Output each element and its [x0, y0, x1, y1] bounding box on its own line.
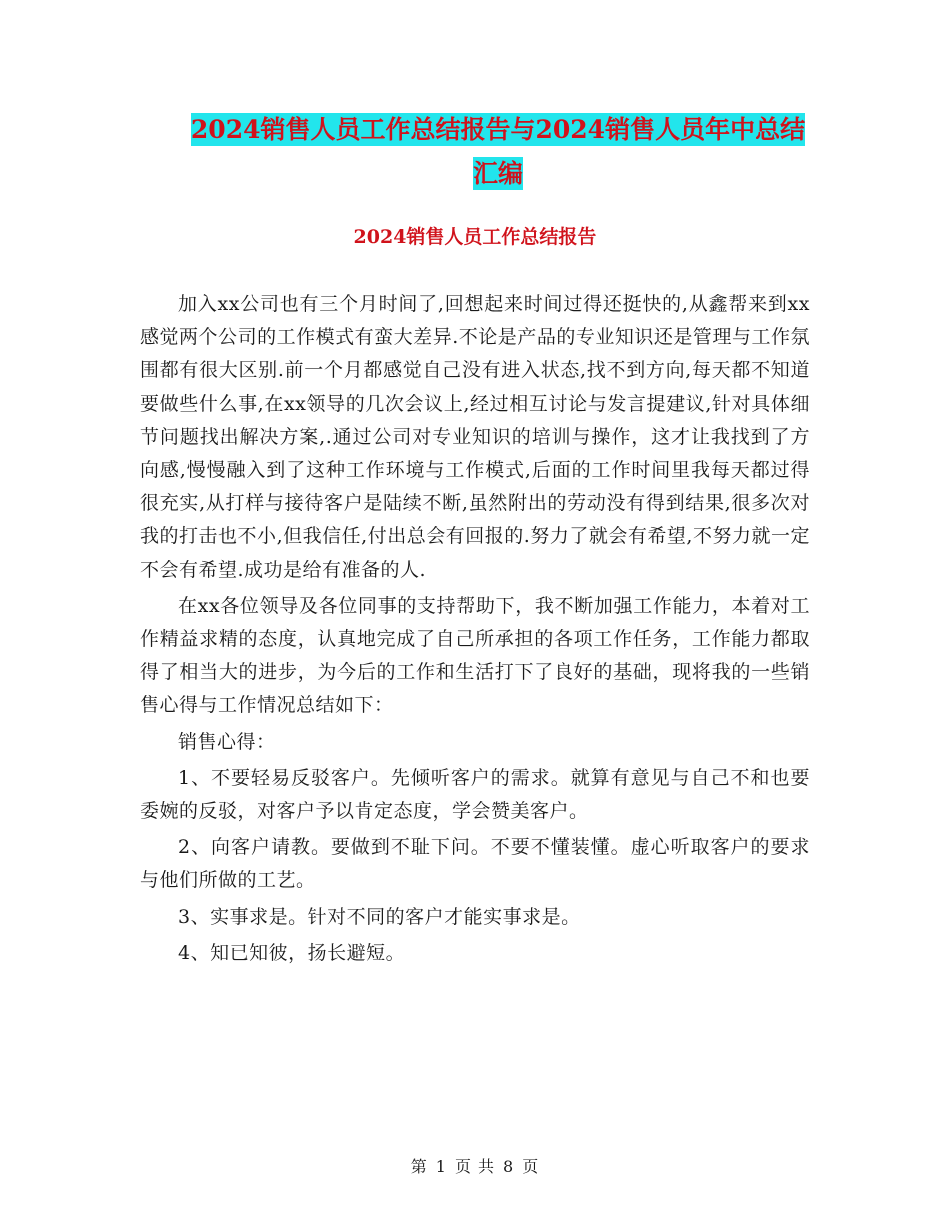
- paragraph-2: 在xx各位领导及各位同事的支持帮助下，我不断加强工作能力，本着对工作精益求精的态度，认真地完成了自己所承担的各项工作任务，工作能力都取得了相当大的进步，为今后的工作和生活打下了良好的基础，现将我的一些销售心得与工作情况总结如下：: [140, 594, 810, 717]
- footer-page-number: 1: [435, 1157, 447, 1176]
- paragraph-3: 销售心得：: [178, 730, 276, 753]
- document-title: [140, 108, 856, 196]
- page-footer: [0, 1154, 950, 1177]
- paragraph-5: 2、向客户请教。要做到不耻下问。不要不懂装懂。虚心听取客户的要求与他们所做的工艺。: [140, 836, 810, 892]
- document-body: [140, 288, 810, 973]
- paragraph-4: 1、不要轻易反驳客户。先倾听客户的需求。就算有意见与自己不和也要委婉的反驳，对客户予以肯定态度，学会赞美客户。: [140, 766, 810, 823]
- title-line-2: 汇编: [472, 159, 523, 188]
- footer-total-pages: 8: [503, 1157, 515, 1176]
- footer-suffix: 页: [522, 1157, 540, 1176]
- title-line-1: 2024销售人员工作总结报告与2024销售人员年中总结: [190, 115, 806, 144]
- paragraph-1: 加入xx公司也有三个月时间了,回想起来时间过得还挺快的,从鑫帮来到xx感觉两个公司的工作模式有蛮大差异.不论是产品的专业知识还是管理与工作氛围都有很大区别.前一个月都感觉自己没有进入状态,找不到方向,每天都不知道要做些什么事,在xx领导的几次会议上,经过相互讨论与发言提建议,针对具体细节问题找出解决方案,.通过公司对专业知识的培训与操作，这才让我找到了方向感,慢慢融入到了这种工作环境与工作模式,后面的工作时间里我每天都过得很充实,从打样与接待客户是陆续不断,虽然附出的劳动没有得到结果,很多次对我的打击也不小,但我信任,付出总会有回报的.努力了就会有希望,不努力就一定不会有希望.成功是给有准备的人.: [140, 293, 810, 581]
- footer-middle: 页 共: [454, 1157, 496, 1176]
- footer-prefix: 第: [410, 1157, 428, 1176]
- paragraph-6: 3、实事求是。针对不同的客户才能实事求是。: [178, 905, 581, 928]
- paragraph-7: 4、知已知彼，扬长避短。: [178, 941, 406, 964]
- section-title: 2024销售人员工作总结报告: [353, 226, 597, 248]
